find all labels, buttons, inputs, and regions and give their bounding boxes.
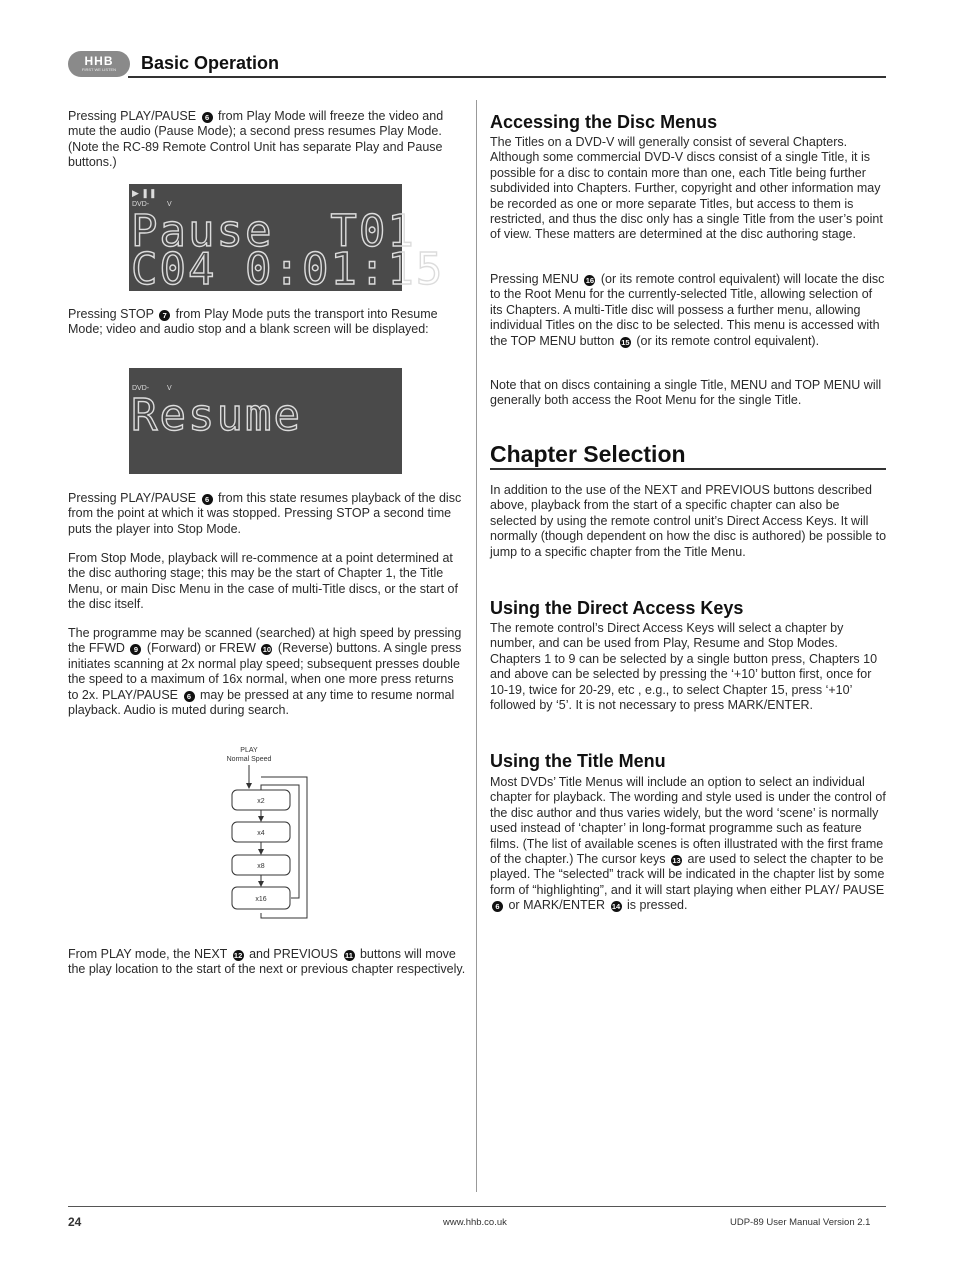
hhb-logo <box>68 51 130 77</box>
heading-title-menu: Using the Title Menu <box>490 751 666 771</box>
chapter-heading-rule <box>490 468 886 470</box>
lcd-display-resume <box>129 368 402 474</box>
callout-badge: 7 <box>159 310 170 321</box>
play-pause-icons: ▶ ❚❚ <box>132 188 157 198</box>
paragraph-disc-menus-2: Pressing MENU 16 (or its remote control equivalent) will locate the disc to the Root Menu for the currently-selected Title, allowing selection of its Chapters. A multi-Title disc will possess a further menu, allowing individual Titles on the disc to be selected. This menu is accessed with the TOP MENU button 15 (or its remote control equivalent). <box>490 272 885 348</box>
paragraph-disc-menus-1: The Titles on a DVD-V will generally consist of several Chapters. Although some commercial DVD-V discs consist of a single Title, it is possible for a disc to contain more than one, each Title being further subdivided into Chapters. Further, copyright and other information may be recorded as one or more separate Titles, but access to them is restricted, and thus the disc only has a single Title from the user’s point of view. These matters are determined at the disc authoring stage. <box>490 135 883 242</box>
lcd-label-v: V <box>167 201 172 208</box>
footer-rule <box>68 1206 886 1207</box>
speed-label: x4 <box>257 830 265 837</box>
heading-accessing-disc-menus: Accessing the Disc Menus <box>490 112 718 132</box>
paragraph-direct-access-keys: The remote control’s Direct Access Keys will select a chapter by number, and can be used from Play, Resume and Stop Modes. Chapters 1 to 9 can be selected by a single button press, Chapters 10 and above can be selected by pressing the ‘+10’ button first, once for 10-19, twice for 20-29, etc , e.g., to select Chapter 15, press ‘+10’ followed by ‘5’. It is not necessary to press MARK/ENTER. <box>490 621 878 713</box>
callout-badge: 11 <box>345 951 353 960</box>
logo-subtext: FIRST WE LISTEN <box>81 67 117 72</box>
heading-direct-access-keys: Using the Direct Access Keys <box>490 598 744 618</box>
footer-url: www.hhb.co.uk <box>443 1217 507 1228</box>
lcd-line-1: Resume <box>131 390 302 441</box>
paragraph-chapter-selection: In addition to the use of the NEXT and PREVIOUS buttons described above, playback from the start of a specific chapter can also be selected by using the remote control unit’s Direct Access Keys. It will normally (though dependent on how the disc is authored) be possible to jump to a specific chapter from the Title Menu. <box>490 483 887 559</box>
callout-badge: 6 <box>202 112 213 123</box>
diagram-label-play: PLAY <box>240 747 258 754</box>
diagram-label-normal-speed: Normal Speed <box>226 756 272 763</box>
callout-badge: 6 <box>184 691 195 702</box>
callout-badge: 14 <box>611 902 621 912</box>
column-divider <box>476 100 477 1192</box>
paragraph-disc-menus-3: Note that on discs containing a single Title, MENU and TOP MENU will generally both access the Root Menu for the single Title. <box>490 378 882 408</box>
lcd-display-pause <box>129 184 445 295</box>
paragraph-resume-playback: Pressing PLAY/PAUSE 6 from this state resumes playback of the disc from the point at which it was stopped. Pressing STOP a second time puts the player into Stop Mode. <box>68 491 462 536</box>
callout-badge: 15 <box>621 337 630 347</box>
lcd-label-dvd: DVD- <box>132 385 150 392</box>
callout-badge: 12 <box>233 951 243 960</box>
callout-badge: 10 <box>262 645 272 655</box>
lcd-line-1: Pause T01 <box>131 206 416 257</box>
callout-badge: 9 <box>130 644 141 655</box>
header-rule <box>128 76 886 78</box>
speed-label: x2 <box>257 798 265 805</box>
footer-manual-version: UDP-89 User Manual Version 2.1 <box>730 1217 871 1228</box>
speed-label: x16 <box>255 896 267 903</box>
callout-badge: 6 <box>492 901 503 912</box>
logo-text: HHB <box>84 54 114 68</box>
callout-badge: 13 <box>672 856 681 866</box>
scan-speed-diagram <box>200 740 330 925</box>
paragraph-title-menu: Most DVDs’ Title Menus will include an option to select an individual chapter for playback. The wording and style used is under the control of the disc author and thus varies widely, but the word ‘scene’ is normally used instead of ‘chapter’ in long-format programme such as feature films. (The list of available scenes is often illustrated with the first frame of the chapter.) The cursor keys 13 are used to select the chapter to be played. The “selected” track will be indicated in the chapter list by some form of “highlighting”, and it will start playing when either PLAY/ PAUSE 6 or MARK/ENTER 14 is pressed. <box>490 775 886 913</box>
section-title: Basic Operation <box>141 53 280 73</box>
paragraph-scanning: The programme may be scanned (searched) at high speed by pressing the FFWD 9 (Forward) or FREW 10 (Reverse) buttons. A single press initiates scanning at 2x normal play speed; subsequent presses double the speed to a maximum of 16x normal, when one more press returns to 2x. PLAY/PAUSE 6 may be pressed at any time to resume normal playback. Audio is muted during search. <box>68 626 462 718</box>
paragraph-stop: Pressing STOP 7 from Play Mode puts the transport into Resume Mode; video and audio stop and a blank screen will be displayed: <box>68 307 438 337</box>
paragraph-next-previous: From PLAY mode, the NEXT 12 and PREVIOUS 11 buttons will move the play location to the start of the next or previous chapter respectively. <box>68 947 466 977</box>
callout-badge: 6 <box>202 494 213 505</box>
page-number: 24 <box>68 1215 82 1229</box>
lcd-line-2: C04 0:01:15 <box>131 244 445 295</box>
callout-badge: 16 <box>585 276 595 285</box>
speed-label: x8 <box>257 863 265 870</box>
paragraph-play-pause: Pressing PLAY/PAUSE 6 from Play Mode will freeze the video and mute the audio (Pause Mode); a second press resumes Play Mode. (Note the RC-89 Remote Control Unit has separate Play and Pause buttons.) <box>68 109 444 170</box>
lcd-label-v: V <box>167 385 172 392</box>
heading-chapter-selection: Chapter Selection <box>490 441 686 467</box>
paragraph-stop-mode: From Stop Mode, playback will re-commence at a point determined at the disc authoring stage; this may be the start of Chapter 1, the Title Menu, or main Disc Menu in the case of multi-Title discs, or the start of the disc itself. <box>68 551 458 612</box>
lcd-label-dvd: DVD- <box>132 201 150 208</box>
